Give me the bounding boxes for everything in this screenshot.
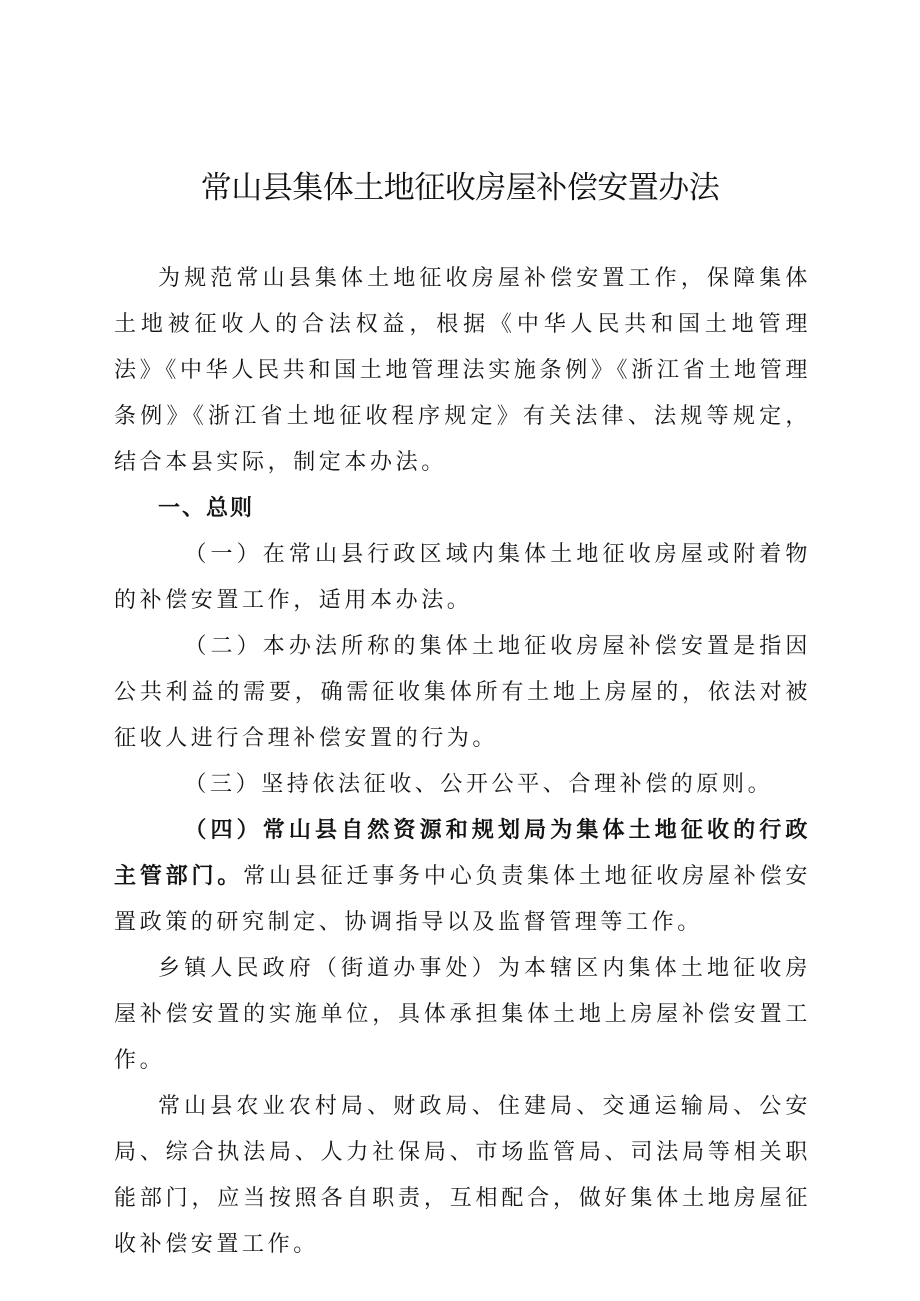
clause-1: （一）在常山县行政区域内集体土地征收房屋或附着物的补偿安置工作，适用本办法。	[114, 542, 811, 613]
document-body	[114, 256, 811, 1268]
intro-paragraph: 为规范常山县集体土地征收房屋补偿安置工作，保障集体土地被征收人的合法权益，根据《中华人民共和国土地管理法》《中华人民共和国土地管理法实施条例》《浙江省土地管理条例》《浙江省土地征收程序规定》有关法律、法规等规定，结合本县实际，制定本办法。	[114, 266, 811, 475]
clause-3: （三）坚持依法征收、公开公平、合理补偿的原则。	[184, 772, 774, 797]
township-paragraph: 乡镇人民政府（街道办事处）为本辖区内集体土地征收房屋补偿安置的实施单位，具体承担集体土地上房屋补偿安置工作。	[114, 956, 811, 1073]
document-title: 常山县集体土地征收房屋补偿安置办法	[200, 170, 720, 206]
clause-4-text: 常山县征迁事务中心负责集体土地征收房屋补偿安置政策的研究制定、协调指导以及监督管理等工作。	[114, 864, 811, 935]
clause-4-bold-text: （四）常山县自然资源和规划局为集体土地征收的行政主管部门。	[114, 818, 811, 889]
clause-2: （二）本办法所称的集体土地征收房屋补偿安置是指因公共利益的需要，确需征收集体所有土地上房屋的，依法对被征收人进行合理补偿安置的行为。	[114, 634, 811, 751]
section-heading-general: 一、总则	[158, 496, 255, 521]
departments-paragraph: 常山县农业农村局、财政局、住建局、交通运输局、公安局、综合执法局、人力社保局、市场监管局、司法局等相关职能部门，应当按照各自职责，互相配合，做好集体土地房屋征收补偿安置工作。	[114, 1094, 811, 1257]
clause-4	[114, 808, 811, 946]
